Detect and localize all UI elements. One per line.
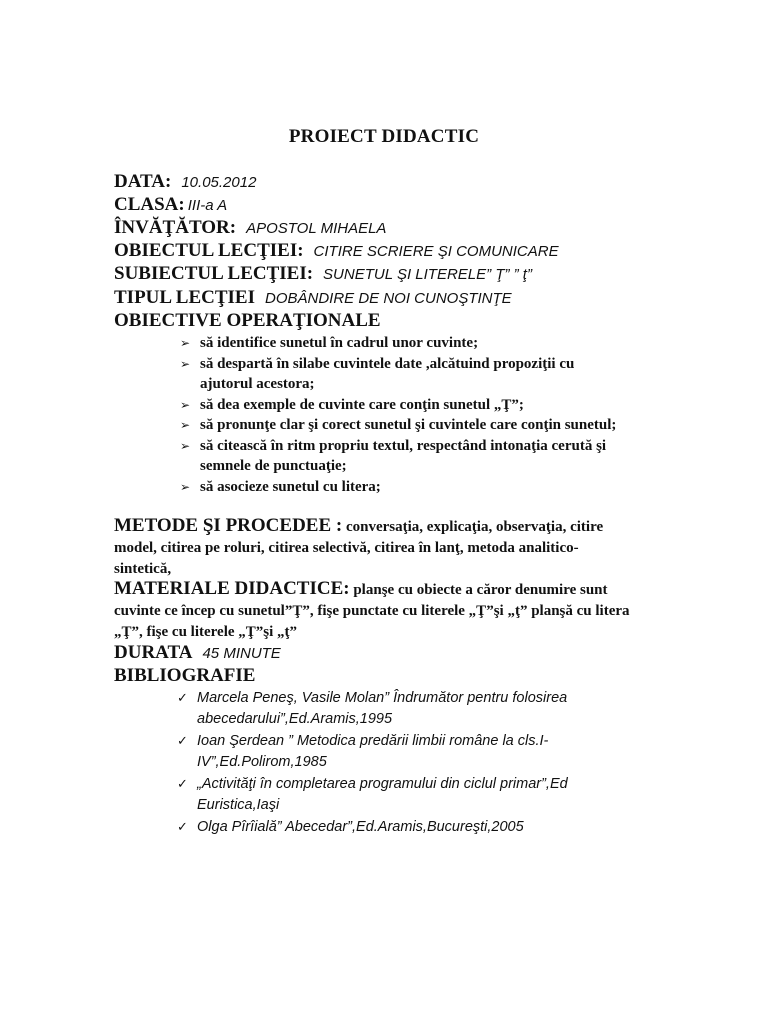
arrow-bullet-icon: ➢ <box>180 418 191 432</box>
field-clasa-label: CLASA: <box>114 194 185 215</box>
list-item: ➢ să pronunţe clar şi corect sunetul şi cuvintele care conţin sunetul; <box>180 415 620 436</box>
list-item: ➢ să asocieze sunetul cu litera; <box>180 477 620 498</box>
list-item: ➢ să identifice sunetul în cadrul unor cuvinte; <box>180 333 620 354</box>
methods-section <box>114 515 634 580</box>
arrow-bullet-icon: ➢ <box>180 479 191 494</box>
bibliography-heading: BIBLIOGRAFIE <box>114 665 256 686</box>
field-tipul-value: DOBÂNDIRE DE NOI CUNOŞTINŢE <box>264 290 512 307</box>
objectives-list <box>180 333 620 497</box>
field-durata <box>114 642 281 664</box>
field-data <box>114 171 256 193</box>
check-bullet-icon: ✓ <box>177 776 188 791</box>
check-bullet-icon: ✓ <box>177 819 188 834</box>
field-subiectul <box>114 263 532 285</box>
field-invatator-label: ÎNVĂŢĂTOR: <box>114 217 237 238</box>
field-data-label: DATA: <box>114 171 172 192</box>
field-clasa-value: III-a A <box>187 197 228 214</box>
field-obiectul-label: OBIECTUL LECŢIEI: <box>114 240 304 261</box>
objectives-heading: OBIECTIVE OPERAŢIONALE <box>114 310 381 331</box>
field-obiectul <box>114 240 559 262</box>
field-durata-value: 45 MINUTE <box>202 645 281 662</box>
list-item: ➢ să despartă în silabe cuvintele date ,alcătuind propoziţii cu ajutorul acestora; <box>180 355 575 392</box>
list-item: ✓ Marcela Peneş, Vasile Molan” Îndrumător pentru folosirea abecedarului”,Ed.Aramis,1995 <box>177 690 568 727</box>
methods-heading: METODE ŞI PROCEDEE : <box>114 515 343 536</box>
list-item: ➢ să dea exemple de cuvinte care conţin sunetul „Ţ”; <box>180 395 620 416</box>
field-subiectul-value: SUNETUL ŞI LITERELE” Ţ” ” ţ” <box>323 266 532 283</box>
materials-heading: MATERIALE DIDACTICE: <box>114 578 350 599</box>
list-item: ✓ Ioan Şerdean ” Metodica predării limbii române la cls.I-IV”,Ed.Polirom,1985 <box>177 733 549 770</box>
field-data-value: 10.05.2012 <box>181 174 257 191</box>
field-invatator-value: APOSTOL MIHAELA <box>246 220 387 237</box>
list-item: ✓ „Activităţi în completarea programului din ciclul primar”,Ed Euristica,Iaşi <box>177 776 568 813</box>
list-item: ➢ să citească în ritm propriu textul, respectând intonaţia cerută şi semnele de punctuaţie; <box>180 437 607 474</box>
bibliography-list <box>177 688 597 840</box>
arrow-bullet-icon: ➢ <box>180 397 191 412</box>
field-tipul-label: TIPUL LECŢIEI <box>114 287 255 308</box>
check-bullet-icon: ✓ <box>177 733 188 748</box>
methods-text: conversaţia, explicaţia, observaţia, citire model, citirea pe roluri, citirea selectivă, citirea în lanţ, metoda analitico-sintetică, <box>114 519 604 577</box>
field-durata-label: DURATA <box>114 642 193 663</box>
arrow-bullet-icon: ➢ <box>180 336 191 350</box>
arrow-bullet-icon: ➢ <box>180 356 191 371</box>
check-bullet-icon: ✓ <box>177 690 188 705</box>
field-obiectul-value: CITIRE SCRIERE ŞI COMUNICARE <box>313 243 559 260</box>
materials-text: planşe cu obiecte a căror denumire sunt cuvinte ce încep cu sunetul”Ţ”, fişe punctate cu literele „Ţ”şi „ţ” planşă cu litera „Ţ”, fişe cu literele „Ţ”şi „ţ” <box>114 582 630 640</box>
field-invatator <box>114 217 386 239</box>
materials-section <box>114 578 634 643</box>
field-tipul <box>114 287 512 309</box>
field-subiectul-label: SUBIECTUL LECŢIEI: <box>114 263 314 284</box>
field-clasa <box>114 194 227 216</box>
list-item: ✓ Olga Pîrîială” Abecedar”,Ed.Aramis,Bucureşti,2005 <box>177 817 597 838</box>
document-title: PROIECT DIDACTIC <box>288 126 480 147</box>
arrow-bullet-icon: ➢ <box>180 438 191 453</box>
